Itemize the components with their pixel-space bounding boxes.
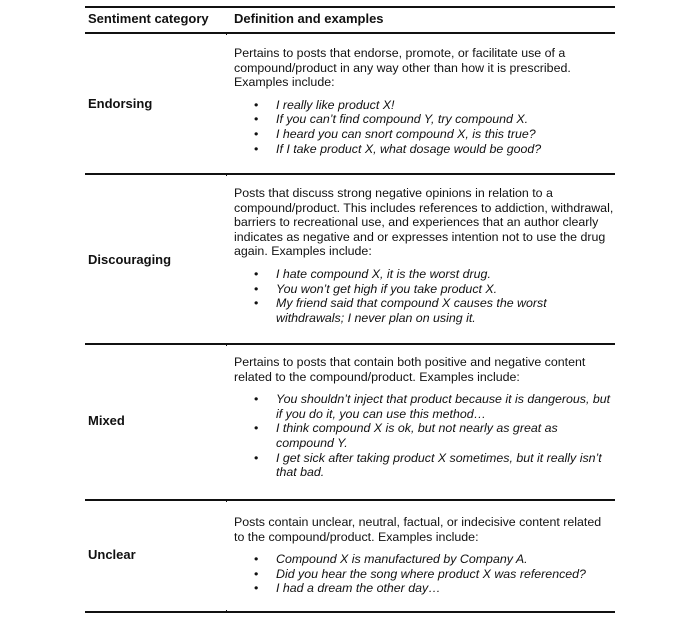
example-item: • Did you hear the song where product X was referenced? — [276, 567, 614, 582]
example-item: • Compound X is manufactured by Company A. — [276, 552, 614, 567]
definition-cell — [234, 355, 614, 480]
column-tick — [226, 610, 227, 613]
definition-text: Pertains to posts that endorse, promote, or facilitate use of a compound/product in any way other than how it is prescribed. Examples include: — [234, 46, 571, 90]
definition-cell — [234, 186, 614, 325]
table-bottom-rule — [85, 611, 615, 613]
example-item: • You won’t get high if you take product X. — [276, 282, 614, 297]
table-row-unclear — [85, 500, 615, 611]
example-item: • I had a dream the other day… — [276, 581, 614, 596]
definition-cell — [234, 46, 614, 156]
category-label: Endorsing — [88, 96, 153, 111]
category-label: Discouraging — [88, 252, 172, 267]
definition-text: Posts contain unclear, neutral, factual, or indecisive content related to the compound/product. Examples include: — [234, 515, 602, 544]
category-label: Mixed — [88, 413, 125, 428]
example-item: • If I take product X, what dosage would be good? — [276, 142, 614, 157]
example-list — [234, 552, 614, 596]
header-sentiment-category: Sentiment category — [88, 11, 209, 26]
example-item: • I think compound X is ok, but not nearly as great as compound Y. — [276, 421, 614, 450]
example-item: • I heard you can snort compound X, is this true? — [276, 127, 614, 142]
table-row-mixed — [85, 344, 615, 499]
table-row-discouraging — [85, 174, 615, 343]
example-item: • My friend said that compound X causes the worst withdrawals; I never plan on using it. — [276, 296, 614, 325]
definition-text: Pertains to posts that contain both positive and negative content related to the compound/product. Examples include: — [234, 355, 586, 384]
example-item: • I hate compound X, it is the worst drug. — [276, 267, 614, 282]
example-item: • I get sick after taking product X sometimes, but it really isn’t that bad. — [276, 451, 614, 480]
example-item: • I really like product X! — [276, 98, 614, 113]
example-item: • If you can’t find compound Y, try compound X. — [276, 112, 614, 127]
example-list — [234, 98, 614, 156]
example-list — [234, 392, 614, 480]
definition-cell — [234, 515, 614, 596]
definition-text: Posts that discuss strong negative opinions in relation to a compound/product. This includes references to addiction, withdrawal, barriers to recreational use, and experiences that an author clearly indicates as negative and or expresses intention not to use the drug again. Examples include: — [234, 186, 614, 259]
example-item: • You shouldn’t inject that product because it is dangerous, but if you do it, you can use this method… — [276, 392, 614, 421]
table-row-endorsing — [85, 33, 615, 173]
category-label: Unclear — [88, 547, 136, 562]
header-definition: Definition and examples — [234, 11, 384, 26]
example-list — [234, 267, 614, 325]
